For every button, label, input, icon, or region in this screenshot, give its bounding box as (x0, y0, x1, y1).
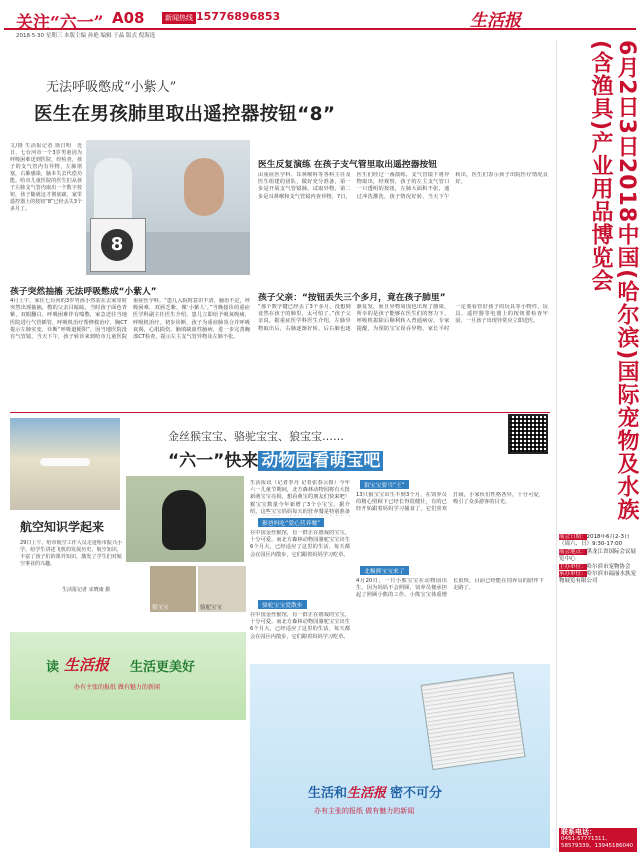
bottom-ad-newspapers (420, 672, 525, 770)
school-photo (10, 418, 120, 510)
promo-ad[interactable] (10, 632, 246, 720)
camel-photo (198, 566, 246, 612)
story1-lead: 文/摄 生活报记者 徐日明 近日，七台河市一个3岁男童因为呼吸困难送到医院，经检查，孩子的支气管内有异物，左肺堵塞，右肺感染，脑本失去代偿功能。哈市儿童医院的医生们从孩子左肺支气管内取出一个数字按钮，孩子随就这才彻底疏，家里遥控器上的按钮“8”已经丢失3个多月了。 (10, 143, 82, 212)
zoo-divider (10, 412, 550, 413)
zoo-kicker: 金丝猴宝宝、骆驼宝宝、狼宝宝…… (168, 430, 344, 443)
button-8-inset (90, 218, 146, 272)
story1-photo (86, 140, 250, 275)
story1-body2: 由重症医学科、耳鼻喉科等各科主任及医生组建的团队，做好充分准备，第一步是开展支气管镜肺，试取异物，第二步是耳鼻喉和支气管镜内查异物。7日，医生们经过一番演练，支气管镜下将异物取出，经观察，孩子的左主支气管口一只透明的按钮，左肺大面积不张，通过冲洗灌洗，孩子情况好转，当天下午转出，医生们表示孩子出院医疗情况良好。 (258, 172, 548, 200)
zoo-headline-part1: “六一”快来 (168, 451, 259, 471)
expo-contact-phone: 0451-57771311、58579339、13945186040 (561, 836, 633, 849)
expo-venue: 黑龙江省国际会议展览中心 (559, 548, 637, 563)
bear-cub (162, 490, 206, 550)
camel-caption: 骆驼宝宝 (200, 605, 223, 611)
story1-sub1: 孩子突然抽搐 无法呼吸憋成“小紫人” (10, 287, 157, 297)
expo-details (559, 534, 637, 824)
expo-contact-box (559, 828, 637, 852)
bear-photo (126, 476, 244, 562)
zoo-body2b: 在中国金丝猴馆，有一群正在嬉戏的宝宝，十分可爱。而北方森林动物园骆驼宝宝出生6个月大，已经适应了这里的生活，每天都会在园区内散步，它们跟着妈妈学习吃草。 (250, 612, 350, 640)
zoo-headline (168, 446, 383, 471)
expo-date-label: 展会日期： (559, 534, 587, 540)
zoo-headline-part2: 动物园看萌宝吧 (258, 451, 383, 471)
promo-brand: 生活报 (64, 656, 110, 674)
aviation-body: 29日上午，哈市航空工作人员走进哈市振兴小学，给学生讲述飞机的发展历史、航空知识，丰富了孩子们的课外知识，激发了学生们对航空事业的兴趣。 (20, 540, 122, 567)
zoo-sub1: 猴爸妈吃“爱心营养餐” (258, 518, 324, 527)
wolf-caption: 狼宝宝 (152, 605, 169, 611)
expo-host-label: 主办单位： (559, 563, 587, 570)
story1-sub3: 孩子父亲：“按钮丢失三个多月，竟在孩子肺里” (258, 293, 446, 303)
page-number: A08 (112, 9, 145, 27)
baby-figure (184, 158, 224, 216)
dateline: 2018·5·30 星期三 本版主编 孙艳 编辑 于晶 版式 倪海选 (16, 33, 156, 39)
button-8-icon: 8 (101, 229, 133, 261)
section-title: 关注“六一” (16, 13, 104, 33)
bottom-ad-brand-a: 生活和 (308, 786, 348, 801)
promo-read: 读 (46, 660, 60, 675)
expo-title: 6月2日3日2018中国(哈尔滨)国际宠物及水族(含渔具)产业用品博览会 (588, 40, 639, 522)
story1-headline: 医生在男孩肺里取出遥控器按钮“8” (34, 104, 336, 125)
zoo-sub4: 北极熊宝宝来了 (360, 566, 409, 575)
aircraft-model (40, 458, 90, 466)
story1-body3: “那个数字键已经丢了3个多月，没想到竟然在孩子的肺里，太可怕了。”孩子父亲说。据重症医学科医生介绍，左肺异物取出后，右肺逐渐好转。后右肺也逐渐复发，而且异物周围也出现了感染，所幸的是孩子能够在医生们的努力下，呼吸机拔除后顺利转入普通病房。专家提醒，为预防宝宝误吞异物，家长平时一定要看管好孩子的玩具等小物件，玩具、遥控器等电器上的按钮要检查牢固，一旦孩子出现异常应立即送医。 (258, 304, 548, 332)
zoo-body4: 4月20日，一只小熊宝宝在动物园出生，因为妈妈不会照顾，饲养员便承担起了照顾小熊的工作。小熊宝宝体重增长很快，目前已经能在饲养员的陪伴下走路了。 (356, 578, 544, 599)
wolf-photo (150, 566, 196, 612)
promo-slogan: 生活更美好 (130, 660, 196, 675)
zoo-body3: 13只狼宝宝出生不到3个月，在饲养员的精心照顾下已经长得很健壮，有的已经开始跟着妈妈学习捕食了，它们喜欢打闹，小家伙们性格各异，十分可爱，吸引了众多游客的目光。 (356, 492, 544, 513)
aviation-credit: 生活报记者 宋晓康 摄 (62, 587, 111, 593)
aviation-title: 航空知识学起来 (20, 520, 105, 534)
expo-contact-title: 联系电话： (561, 828, 596, 836)
promo-sub: 办有主张的报纸 做有魅力的新闻 (74, 684, 160, 691)
story1-sub2: 医生反复演练 在孩子支气管里取出遥控器按钮 (258, 160, 438, 170)
bottom-ad[interactable] (250, 664, 550, 848)
zoo-body2: 在中国金丝猴馆，有一群正在嬉戏的宝宝，十分可爱。而北方森林动物园骆驼宝宝出生6个月大，已经适应了这里的生活，每天都会在园区内散步，它们跟着妈妈学习吃草。 (250, 530, 350, 558)
zoo-sub2: 骆驼宝宝爱散步 (258, 600, 307, 609)
story1-body1: 4月上午，家住七台河的3岁男孩小然装在去家里时突然出现抽搐，憋的父亲目眩眩，当时孩子面色青紫，双眼翻白，呼吸困难伴有喘憋，家急送往当地医院进行气管插管，呼吸机治疗帮修救治疗，胸CT提示左肺实变，诊断“呼吸道梗阻”，因当地医院没有气管镜，当天下午，孩子转诊来到哈市儿童医院重症医学科。“患儿入院时意识不清，脑语不定，呼吸困难，双唇乏紫，像‘小紫人’。”当晚接诊的重症医学科副主任医生介绍，患儿立即给予吸氧吸痰，呼吸机治疗。初步诊断，孩子为重症肺炎合并呼吸衰竭，心肌损伤，脑填缺血性脑病，进一步完善胸部CT检查，提示左主支气管异物及左肺不张。 (10, 298, 250, 341)
hotline-badge: 新闻热线 (162, 12, 196, 24)
bottom-ad-brand-b: 生活报 (347, 786, 387, 801)
story1-kicker: 无法呼吸憋成“小紫人” (46, 80, 177, 95)
hotline-number: 15776896853 (196, 10, 281, 23)
bottom-ad-sub: 办有主张的报纸 做有魅力的新闻 (314, 807, 415, 815)
expo-date: 2018年6月2-3日（周六、日）9:30-17:00 (559, 534, 630, 548)
expo-org: 哈尔滨市福丽水族宠物展览有限公司 (559, 571, 637, 585)
expo-ad[interactable] (556, 40, 639, 852)
qr-code[interactable] (508, 414, 548, 454)
expo-venue-label: 展会地点： (559, 548, 587, 555)
expo-host: 哈尔滨市宠物协会 (586, 563, 631, 570)
expo-org-label: 承办单位： (559, 571, 587, 578)
masthead-brand: 生活报 (470, 11, 521, 31)
zoo-sub3: 狼宝宝要当“王” (360, 480, 409, 489)
zoo-body1: 生活报讯（记者李丹 记者张春云摄）今年六一儿童节期间，北方森林动物园将有大批新萌宝宝亮相，想看萌宝的朋友们快来吧！猴宝宝数量今年新增了3个小宝宝。据介绍，这些宝宝妈妈每天的营养餐是特别准备 (250, 480, 350, 515)
bottom-ad-slogan: 密不可分 (390, 786, 443, 801)
bottom-ad-brand (308, 782, 442, 801)
